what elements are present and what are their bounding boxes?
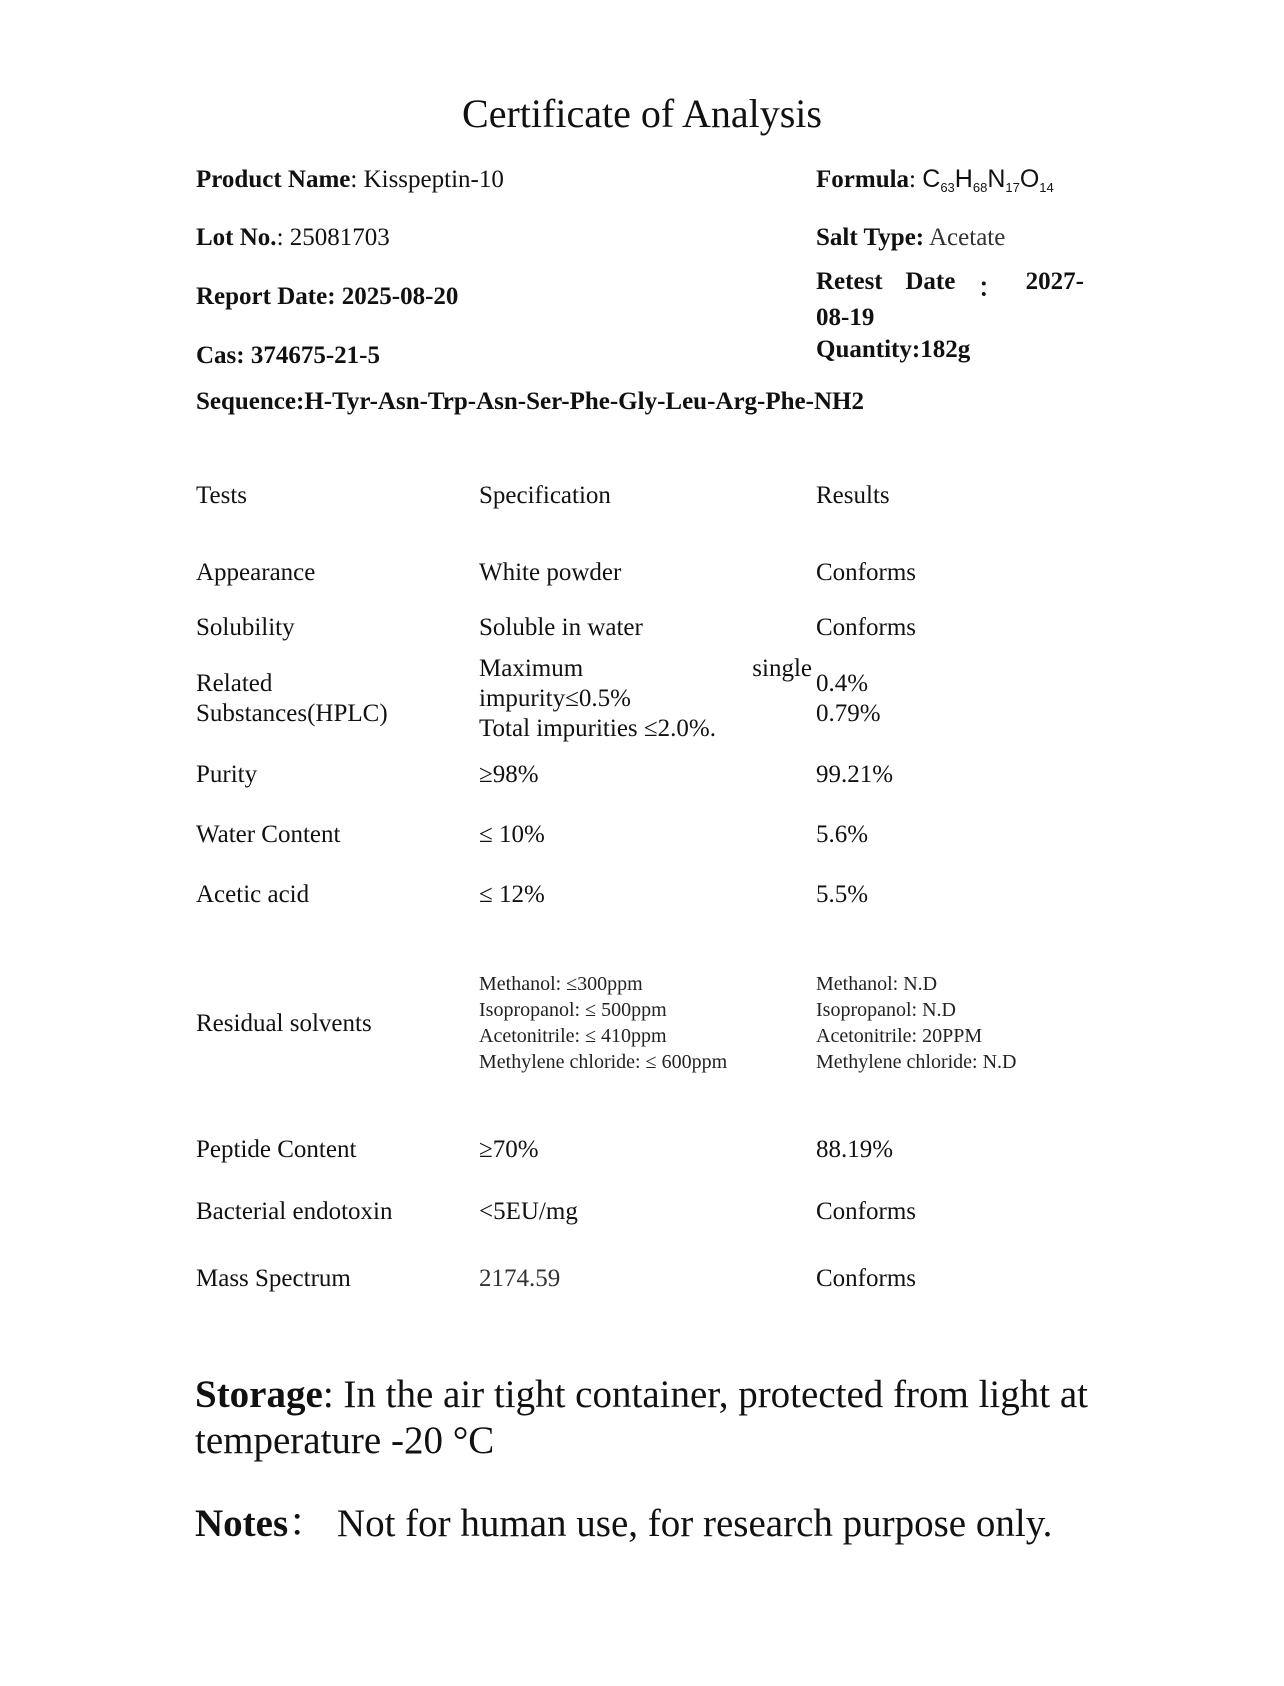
- result-acetic-acid: 5.5%: [816, 881, 869, 908]
- notes-label: Notes: [195, 1502, 289, 1545]
- cas-value: 374675-21-5: [250, 342, 381, 369]
- quantity: [816, 336, 970, 364]
- spec-water-content: ≤ 10%: [479, 821, 545, 848]
- spec-peptide-content: ≥70%: [479, 1136, 539, 1163]
- test-mass-spectrum: Mass Spectrum: [196, 1265, 351, 1292]
- test-acetic-acid: Acetic acid: [196, 881, 310, 908]
- test-residual-solvents: Residual solvents: [196, 1010, 372, 1037]
- report-date: [196, 283, 458, 311]
- result-mass-spectrum: Conforms: [816, 1265, 916, 1292]
- notes-colon: ：: [288, 1502, 328, 1545]
- spec-purity: ≥98%: [479, 761, 539, 788]
- spec-acetic-acid: ≤ 12%: [479, 881, 545, 908]
- test-peptide-content: Peptide Content: [196, 1136, 357, 1163]
- test-appearance: Appearance: [196, 559, 316, 586]
- formula-value: $C_{63}H_{68}N_{17}O_{14}$: [922, 165, 1054, 195]
- header-specification: Specification: [479, 482, 611, 509]
- header-results: Results: [816, 482, 890, 509]
- storage-text: : In the air tight container, protected from light at temperature -20 °C: [195, 1373, 1088, 1462]
- test-solubility: Solubility: [196, 614, 295, 641]
- spec-residual-solvents: Methanol: ≤300ppm Isopropanol: ≤ 500ppm Acetonitrile: ≤ 410ppm Methylene chloride: ≤ 600ppm: [479, 973, 728, 1073]
- lot-value: 25081703: [289, 224, 390, 251]
- header-tests: Tests: [196, 482, 248, 509]
- salt-type: [816, 224, 1005, 252]
- result-residual-solvents: Methanol: N.D Isopropanol: N.D Acetonitrile: 20PPM Methylene chloride: N.D: [816, 973, 1017, 1073]
- result-water-content: 5.6%: [816, 821, 869, 848]
- result-purity: 99.21%: [816, 761, 894, 788]
- sequence-value: H-Tyr-Asn-Trp-Asn-Ser-Phe-Gly-Leu-Arg-Phe-NH2: [304, 388, 864, 415]
- formula: Formula: $C_{63}H_{68}N_{17}O_{14}$: [816, 165, 1054, 195]
- storage-label: Storage: [195, 1373, 323, 1416]
- spec-appearance: White powder: [479, 559, 622, 586]
- retest-date: [816, 268, 1084, 332]
- result-bacterial-endotoxin: Conforms: [816, 1198, 916, 1225]
- report-date-label: Report Date:: [196, 283, 336, 310]
- result-appearance: Conforms: [816, 559, 916, 586]
- result-peptide-content: 88.19%: [816, 1136, 894, 1163]
- result-related-substances: 0.4% 0.79%: [816, 670, 881, 727]
- spec-mass-spectrum: 2174.59: [479, 1265, 561, 1292]
- test-purity: Purity: [196, 761, 258, 788]
- quantity-label: Quantity:: [816, 336, 921, 363]
- product-name-label: Product Name: [196, 166, 351, 193]
- product-name: Product Name: Kisspeptin-10: [196, 166, 504, 193]
- notes-text: Not for human use, for research purpose only.: [327, 1502, 1053, 1545]
- spec-bacterial-endotoxin: <5EU/mg: [479, 1198, 578, 1225]
- quantity-value: 182g: [920, 336, 971, 363]
- lot-number: Lot No.: 25081703: [196, 224, 390, 251]
- spec-solubility: Soluble in water: [479, 614, 643, 641]
- cas-label: Cas:: [196, 342, 245, 369]
- spec-related-substances: Maximum single impurity≤0.5% Total impurities ≤2.0%.: [479, 655, 812, 742]
- formula-label: Formula: [816, 166, 910, 193]
- notes: [195, 1492, 1052, 1548]
- document-title: Certificate of Analysis: [462, 91, 822, 136]
- test-water-content: Water Content: [196, 821, 341, 848]
- salt-label: Salt Type:: [816, 224, 925, 251]
- salt-value: Acetate: [929, 224, 1006, 251]
- retest-label-1: Retest: [816, 268, 883, 295]
- test-bacterial-endotoxin: Bacterial endotoxin: [196, 1198, 393, 1225]
- test-related-substances: Related Substances(HPLC): [196, 670, 388, 727]
- report-date-value: 2025-08-20: [341, 283, 459, 310]
- retest-colon: ：: [977, 275, 1003, 302]
- sequence-label: Sequence:: [196, 388, 305, 415]
- retest-value-1: 2027-: [1025, 268, 1084, 295]
- sequence: [196, 388, 864, 416]
- retest-label-2: Date: [905, 268, 956, 295]
- retest-value-2: 08-19: [816, 304, 875, 331]
- result-solubility: Conforms: [816, 614, 916, 641]
- product-name-value: Kisspeptin-10: [363, 166, 504, 193]
- cas-number: [196, 342, 380, 370]
- lot-label: Lot No.: [196, 224, 277, 251]
- storage-note: [195, 1372, 1115, 1464]
